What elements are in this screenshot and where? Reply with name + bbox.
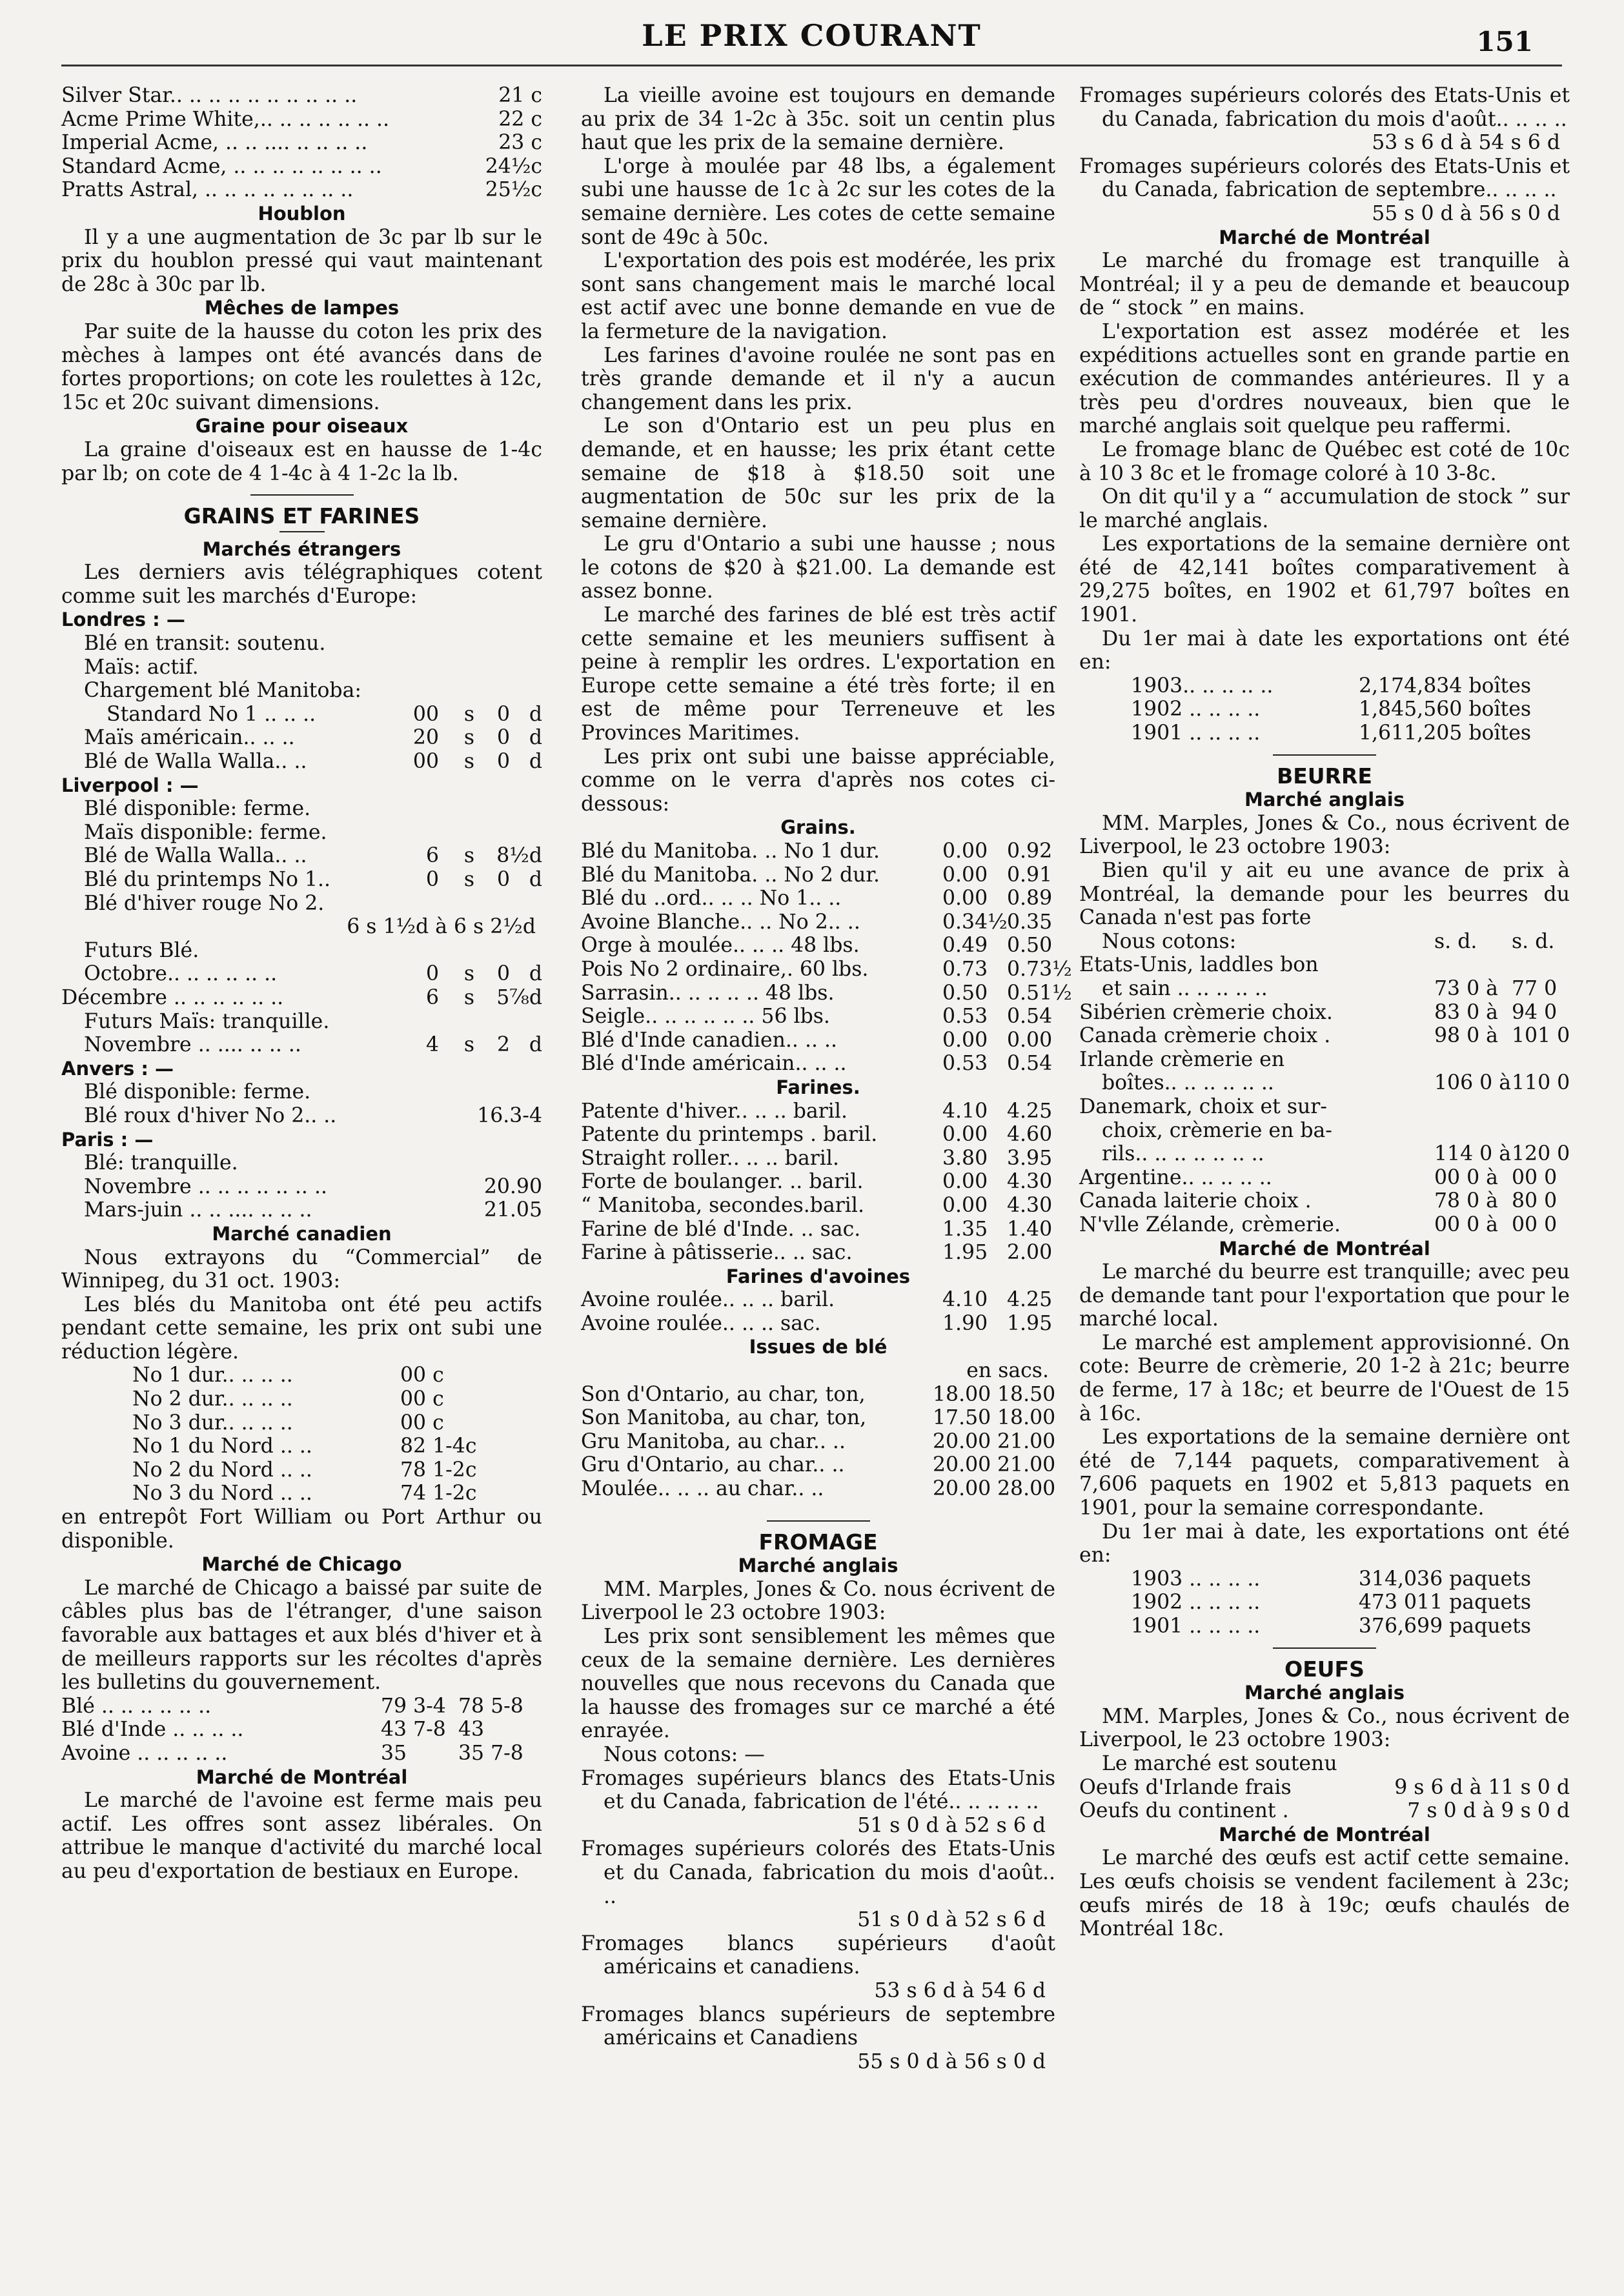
paragraph: Bien qu'il y ait eu une avance de prix à Montréal, la demande pour les beurres du Canada n'est pas forte	[1079, 859, 1570, 930]
price-row: Pratts Astral, .. .. .. .. .. .. .. .. 25½c	[61, 178, 542, 202]
export-row: 1902 .. .. .. .. 473 011 paquets	[1131, 1591, 1531, 1615]
paragraph: Le marché du beurre est tranquille; avec peu de demande tant pour l'exportation que pour le marché local.	[1079, 1260, 1570, 1331]
oil-price-list	[61, 84, 542, 202]
paragraph: Le fromage blanc de Québec est coté de 10c à 10 3 8c et le fromage coloré à 10 3-8c.	[1079, 438, 1570, 485]
section-heading: Marché de Montréal	[1219, 1823, 1430, 1846]
paragraph: Les prix ont subi une baisse appréciable, comme on le verra d'après nos cotes ci-dessous:	[581, 745, 1055, 816]
price-row: Oeufs d'Irlande frais 9 s 6 d à 11 s 0 d	[1079, 1775, 1570, 1799]
journal-title: LE PRIX COURANT	[642, 18, 982, 53]
price-row: Blé du printemps No 1.. 0 s 0 d	[84, 868, 542, 891]
text-line: Maïs: actif.	[84, 655, 199, 679]
price-row: Sibérien crèmerie choix. 83 0 à 94 0	[1079, 1000, 1558, 1024]
price-row: Mars-juin .. .. .... .. .. .. 21.05	[84, 1198, 542, 1222]
paragraph: Le marché des farines de blé est très actif cette semaine et les meuniers suffisent à peine à remplir les ordres. L'exportation en Europe cette semaine a été très forte; il en est de même pour Terreneuve et les Provinces Maritimes.	[581, 603, 1055, 745]
paragraph: On dit qu'il y a “ accumulation de stock ” sur le marché anglais.	[1079, 485, 1570, 532]
section-heading: Graine pour oiseaux	[195, 415, 409, 438]
section-heading: Marché de Montréal	[1219, 1237, 1430, 1260]
farines-price-table	[581, 1100, 1055, 1265]
section-heading: Marché anglais	[1244, 1682, 1405, 1704]
column-1	[61, 84, 542, 1884]
column-2	[581, 84, 1072, 2073]
paragraph: en entrepôt Fort William ou Port Arthur ou disponible.	[61, 1505, 542, 1553]
paragraph: Le son d'Ontario est un peu plus en demande, et en hausse; les prix étant cette semaine de $18 à $18.50 soit une augmentation de 50c sur les prix de la semaine dernière.	[581, 414, 1055, 532]
header-rule	[61, 65, 1562, 66]
section-heading: Marché canadien	[212, 1222, 392, 1245]
section-heading: Marché de Chicago	[201, 1553, 402, 1576]
price-row: Avoine roulée.. .. .. baril. 4.10 4.25	[581, 1288, 1053, 1312]
paragraph: Nous extrayons du “Commercial” de Winnipeg, du 31 oct. 1903:	[61, 1245, 542, 1293]
fromage-list	[581, 1767, 1055, 2074]
price-row: Acme Prime White,.. .. .. .. .. .. .. 22 c	[61, 107, 542, 131]
text-line: Nous cotons: —	[604, 1742, 765, 1766]
fromage-export-table	[1079, 674, 1570, 745]
text-line: Blé en transit: soutenu.	[84, 632, 326, 656]
price-row: Blé du Manitoba. .. No 2 dur. 0.00 0.91	[581, 863, 1053, 887]
paragraph: La graine d'oiseaux est en hausse de 1-4c par lb; on cote de 4 1-4c à 4 1-2c la lb.	[61, 438, 542, 485]
paragraph: Les derniers avis télégraphiques cotent comme suit les marchés d'Europe:	[61, 561, 542, 608]
main-section-heading: GRAINS ET FARINES	[183, 503, 420, 529]
fromage-item: Fromages supérieurs colorés des Etats-Unis et du Canada, fabrication du mois d'août.. ..	[581, 1837, 1055, 1908]
paragraph: MM. Marples, Jones & Co., nous écrivent de Liverpool, le 23 octobre 1903:	[1079, 811, 1570, 859]
price-row: Blé roux d'hiver No 2.. .. 16.3-4	[84, 1103, 542, 1127]
section-heading: Marché anglais	[738, 1555, 898, 1577]
market-heading: Liverpool : —	[61, 774, 199, 796]
price-row: boîtes.. .. .. .. .. .. 106 0 à 110 0	[1102, 1071, 1570, 1095]
text-line: Futurs Maïs: tranquille.	[84, 1009, 330, 1033]
price-row: Blé de Walla Walla.. .. 6 s 8½d	[84, 844, 542, 868]
price-row: Novembre .. .... .. .. .. 4 s 2 d	[84, 1033, 542, 1057]
chicago-price-list	[61, 1695, 542, 1766]
beurre-export-table	[1079, 1567, 1570, 1638]
paragraph: La vieille avoine est toujours en demande au prix de 34 1-2c à 35c. soit un centin plus haut que les prix de la semaine dernière.	[581, 84, 1055, 155]
avoines-price-table	[581, 1288, 1055, 1335]
paragraph: Les blés du Manitoba ont été peu actifs pendant cette semaine, les prix ont subi une réduction légère.	[61, 1293, 542, 1364]
price-row: Oeufs du continent . 7 s 0 d à 9 s 0 d	[1079, 1799, 1570, 1823]
text-line: Futurs Blé.	[84, 938, 199, 962]
paragraph: Par suite de la hausse du coton les prix des mèches à lampes ont été avancés dans de fortes proportions; on cote les roulettes à 12c, 15c et 20c suivant dimensions.	[61, 319, 542, 414]
fromage-price: 53 s 6 d à 54 s 6 d	[1372, 131, 1560, 155]
price-row: Canada crèmerie choix . 98 0 à 101 0	[1079, 1024, 1570, 1048]
text-line: Le marché est soutenu	[1102, 1751, 1337, 1775]
price-row: rils.. .. .. .. .. .. .. 114 0 à 120 0	[1102, 1142, 1570, 1166]
fromage-item: Fromages supérieurs colorés des Etats-Unis et du Canada, fabrication du mois d'août.. .. .. ..	[1079, 84, 1570, 131]
text-line: Chargement blé Manitoba:	[84, 679, 361, 703]
fromage-item: Fromages blancs supérieurs de septembre américains et Canadiens	[581, 2002, 1055, 2050]
text-line: Blé: tranquille.	[84, 1151, 238, 1175]
heading-rule	[279, 531, 325, 532]
text-line: Blé d'hiver rouge No 2.	[84, 891, 325, 915]
section-heading: Mêches de lampes	[204, 297, 400, 319]
section-heading: Farines.	[776, 1076, 860, 1098]
main-section-heading: OEUFS	[1284, 1656, 1365, 1682]
fromage-price: 51 s 0 d à 52 s 6 d	[857, 1908, 1046, 1932]
price-row: Novembre .. .. .. .. .. .. .. 20.90	[84, 1174, 542, 1198]
section-heading: Houblon	[258, 202, 346, 225]
beurre-price-table	[1079, 953, 1570, 1236]
price-row: N'vlle Zélande, crèmerie. 00 0 à 00 0	[1079, 1213, 1558, 1236]
price-row: No 3 du Nord .. .. 74 1-2c	[132, 1482, 477, 1505]
row-label: choix, crèmerie en ba-	[1102, 1118, 1332, 1142]
text-line: Blé disponible: ferme.	[84, 1080, 311, 1104]
price-row: Sarrasin.. .. .. .. .. 48 lbs. 0.50 0.51½	[581, 981, 1072, 1005]
text-line: Maïs disponible: ferme.	[84, 820, 327, 844]
paragraph: Le marché de l'avoine est ferme mais peu actif. Les offres sont assez libérales. On attribue le manque d'activité du marché local au peu d'exportation de bestiaux en Europe.	[61, 1789, 542, 1883]
fromage-item: Fromages blancs supérieurs d'août américains et canadiens.	[581, 1931, 1055, 1979]
export-row: 1903.. .. .. .. .. 2,174,834 boîtes	[1131, 674, 1531, 698]
price-row: No 2 dur.. .. .. .. 00 c	[132, 1387, 444, 1411]
price-row: Maïs américain.. .. .. 20 s 0 d	[84, 726, 542, 750]
column-3	[1079, 84, 1570, 1941]
price-row: Standard Acme, .. .. .. .. .. .. .. .. 24½c	[61, 154, 542, 178]
paragraph: L'exportation des pois est modérée, les prix sont sans changement mais le marché local est actif avec une bonne demande en vue de la fermeture de la navigation.	[581, 249, 1055, 343]
price-row: No 2 du Nord .. .. 78 1-2c	[132, 1458, 477, 1482]
paragraph: Le marché de Chicago a baissé par suite de câbles plus bas de l'étranger, d'une saison favorable aux battages et aux blés d'hiver et à de meilleurs rapports sur les récoltes d'après les bulletins du gouvernement.	[61, 1576, 542, 1695]
paragraph: MM. Marples, Jones & Co., nous écrivent de Liverpool, le 23 octobre 1903:	[1079, 1704, 1570, 1752]
paragraph: Les prix sont sensiblement les mêmes que ceux de la semaine dernière. Les dernières nouvelles que nous recevons du Canada que la hausse des fromages sur ce marché a été enrayée.	[581, 1625, 1055, 1743]
paragraph: Du 1er mai à date, les exportations ont été en:	[1079, 1520, 1570, 1567]
issues-price-table	[581, 1383, 1055, 1501]
export-row: 1901 .. .. .. .. 376,699 paquets	[1131, 1615, 1531, 1638]
price-row: Blé .. .. .. .. .. .. 79 3-4 78 5-8	[61, 1694, 523, 1718]
price-row: Blé d'Inde américain.. .. .. 0.53 0.54	[581, 1052, 1053, 1076]
fromage-price: 51 s 0 d à 52 s 6 d	[857, 1813, 1046, 1837]
row-label: Irlande crèmerie en	[1079, 1047, 1285, 1071]
price-row: Gru d'Ontario, au char.. .. 20.00 21.00	[581, 1453, 1056, 1477]
price-row: Orge à moulée.. .. .. 48 lbs. 0.49 0.50	[581, 934, 1053, 958]
section-heading: Farines d'avoines	[726, 1265, 911, 1287]
section-heading: Issues de blé	[749, 1336, 888, 1358]
paragraph: MM. Marples, Jones & Co. nous écrivent de Liverpool le 23 octobre 1903:	[581, 1577, 1055, 1625]
export-row: 1903 .. .. .. .. 314,036 paquets	[1131, 1567, 1531, 1591]
price-row: Silver Star.. .. .. .. .. .. .. .. .. .. 21 c	[61, 84, 542, 107]
price-row: Décembre .. .. .. .. .. .. 6 s 5⅞d	[61, 985, 542, 1009]
price-row: Farine à pâtisserie.. .. sac. 1.95 2.00	[581, 1241, 1053, 1265]
section-heading: Marché de Montréal	[196, 1766, 408, 1788]
price-row: et sain .. .. .. .. .. 73 0 à 77 0	[1102, 976, 1558, 1000]
price-row: Moulée.. .. .. au char.. .. 20.00 28.00	[581, 1477, 1056, 1501]
price-row: Blé d'Inde .. .. .. .. 43 7-8 43	[61, 1718, 485, 1742]
page-number: 151	[1476, 26, 1533, 57]
section-heading: Marché de Montréal	[1219, 226, 1430, 248]
paragraph: Le gru d'Ontario a subi une hausse ; nous le cotons de $20 à $21.00. La demande est assez bonne.	[581, 532, 1055, 603]
paragraph: L'orge à moulée par 48 lbs, a également subi une hausse de 1c à 2c sur les cotes de la semaine dernière. Les cotes de cette semaine sont de 49c à 50c.	[581, 154, 1055, 249]
fromage-price: 55 s 0 d à 56 s 0 d	[1372, 201, 1560, 225]
price-row: No 1 dur.. .. .. .. 00 c	[132, 1364, 444, 1387]
paragraph: Les exportations de la semaine dernière ont été de 7,144 paquets, comparativement à 7,606 paquets en 1902 et 5,813 paquets en 1901, pour la semaine correspondante.	[1079, 1425, 1570, 1520]
price-row: Octobre.. .. .. .. .. .. 0 s 0 d	[84, 962, 542, 986]
price-row: Patente du printemps . baril. 0.00 4.60	[581, 1123, 1053, 1147]
export-row: 1901 .. .. .. .. 1,611,205 boîtes	[1131, 721, 1531, 745]
price-row: Son Manitoba, au char, ton, 17.50 18.00	[581, 1406, 1056, 1430]
price-row: Avoine Blanche.. .. No 2.. .. 0.34½ 0.35	[581, 910, 1053, 934]
price-row: Farine de blé d'Inde. .. sac. 1.35 1.40	[581, 1217, 1053, 1241]
section-heading: Marchés étrangers	[202, 538, 401, 560]
price-row: Forte de boulanger. .. baril. 0.00 4.30	[581, 1170, 1053, 1194]
price-row: Avoine .. .. .. .. .. 35 35 7-8	[61, 1741, 523, 1765]
price-row: Son d'Ontario, au char, ton, 18.00 18.50	[581, 1382, 1056, 1406]
section-divider	[1273, 1647, 1376, 1649]
price-row: Canada laiterie choix . 78 0 à 80 0	[1079, 1189, 1558, 1213]
price-row: Standard No 1 .. .. .. 00 s 0 d	[107, 702, 542, 726]
section-divider	[1273, 754, 1376, 756]
fromage-item: Fromages supérieurs colorés des Etats-Unis et du Canada, fabrication de septembre.. .. .. ..	[1079, 154, 1570, 202]
fromage-price: 53 s 6 d à 54 6 d	[874, 1979, 1046, 2002]
row-label: Etats-Unis, laddles bon	[1079, 953, 1319, 977]
price-row: Argentine.. .. .. .. .. 00 0 à 00 0	[1079, 1165, 1558, 1189]
table-header: Nous cotons: s. d. s. d.	[1102, 929, 1555, 953]
paragraph: Le marché du fromage est tranquille à Montréal; il y a peu de demande et beaucoup de “ stock ” en mains.	[1079, 249, 1570, 320]
fromage-item: Fromages supérieurs blancs des Etats-Unis et du Canada, fabrication de l'été.. .. .. .. ..	[581, 1766, 1055, 1814]
fromage-price: 55 s 0 d à 56 s 0 d	[857, 2049, 1046, 2073]
price-row: Gru Manitoba, au char.. .. 20.00 21.00	[581, 1429, 1056, 1453]
market-heading: Londres : —	[61, 609, 185, 631]
price-row: Blé du Manitoba. .. No 1 dur. 0.00 0.92	[581, 840, 1053, 863]
price-row: Pois No 2 ordinaire,. 60 lbs. 0.73 0.73½	[581, 957, 1072, 981]
main-section-heading: FROMAGE	[758, 1529, 878, 1555]
paragraph: Le marché des œufs est actif cette semaine. Les œufs choisis se vendent facilement à 23c; œufs mirés de 18 à 19c; œufs chaulés de Montréal 18c.	[1079, 1846, 1570, 1941]
section-heading: Marché anglais	[1244, 789, 1405, 811]
price-row: Patente d'hiver.. .. .. baril. 4.10 4.25	[581, 1099, 1053, 1123]
grains-price-table	[581, 840, 1072, 1076]
price-range: 6 s 1½d à 6 s 2½d	[347, 915, 536, 939]
manitoba-price-list	[61, 1364, 542, 1505]
price-row: Avoine roulée.. .. .. sac. 1.90 1.95	[581, 1311, 1053, 1335]
market-heading: Paris : —	[61, 1128, 154, 1151]
market-heading: Anvers : —	[61, 1057, 174, 1080]
row-label: Danemark, choix et sur-	[1079, 1094, 1327, 1118]
paragraph: Du 1er mai à date les exportations ont été en:	[1079, 627, 1570, 674]
export-row: 1902 .. .. .. .. 1,845,560 boîtes	[1131, 698, 1531, 721]
text-line: Blé disponible: ferme.	[84, 797, 311, 821]
price-row: Seigle.. .. .. .. .. .. 56 lbs. 0.53 0.54	[581, 1005, 1053, 1029]
section-divider	[767, 1520, 870, 1522]
main-section-heading: BEURRE	[1277, 763, 1372, 789]
unit-label: en sacs.	[966, 1359, 1049, 1383]
paragraph: Les exportations de la semaine dernière ont été de 42,141 boîtes comparativement à 29,275 boîtes, en 1902 et 61,797 boîtes en 1901.	[1079, 532, 1570, 627]
price-row: No 1 du Nord .. .. 82 1-4c	[132, 1435, 477, 1458]
price-row: Blé du ..ord.. .. .. No 1.. .. 0.00 0.89	[581, 887, 1053, 911]
paragraph: Les farines d'avoine roulée ne sont pas en très grande demande et il n'y a aucun changement dans les prix.	[581, 343, 1055, 414]
price-row: No 3 dur.. .. .. .. 00 c	[132, 1411, 444, 1435]
price-row: “ Manitoba, secondes.baril. 0.00 4.30	[581, 1193, 1053, 1217]
paragraph: Le marché est amplement approvisionné. On cote: Beurre de crèmerie, 20 1-2 à 21c; beurre de ferme, 17 à 18c; et beurre de l'Ouest de 15 à 16c.	[1079, 1331, 1570, 1425]
paragraph: L'exportation est assez modérée et les expéditions actuelles sont en grande partie en exécution de commandes antérieures. Il y a très peu d'ordres nouveaux, bien que le marché anglais soit quelque peu raffermi.	[1079, 319, 1570, 438]
section-heading: Grains.	[780, 816, 856, 839]
price-row: Blé d'Inde canadien.. .. .. 0.00 0.00	[581, 1028, 1053, 1052]
page-header	[61, 18, 1562, 63]
section-divider	[250, 494, 354, 496]
price-row: Straight roller.. .. .. baril. 3.80 3.95	[581, 1146, 1053, 1170]
price-row: Imperial Acme, .. .. .... .. .. .. .. 23 c	[61, 131, 542, 155]
paragraph: Il y a une augmentation de 3c par lb sur le prix du houblon pressé qui vaut maintenant de 28c à 30c par lb.	[61, 225, 542, 296]
price-row: Blé de Walla Walla.. .. 00 s 0 d	[84, 750, 542, 774]
